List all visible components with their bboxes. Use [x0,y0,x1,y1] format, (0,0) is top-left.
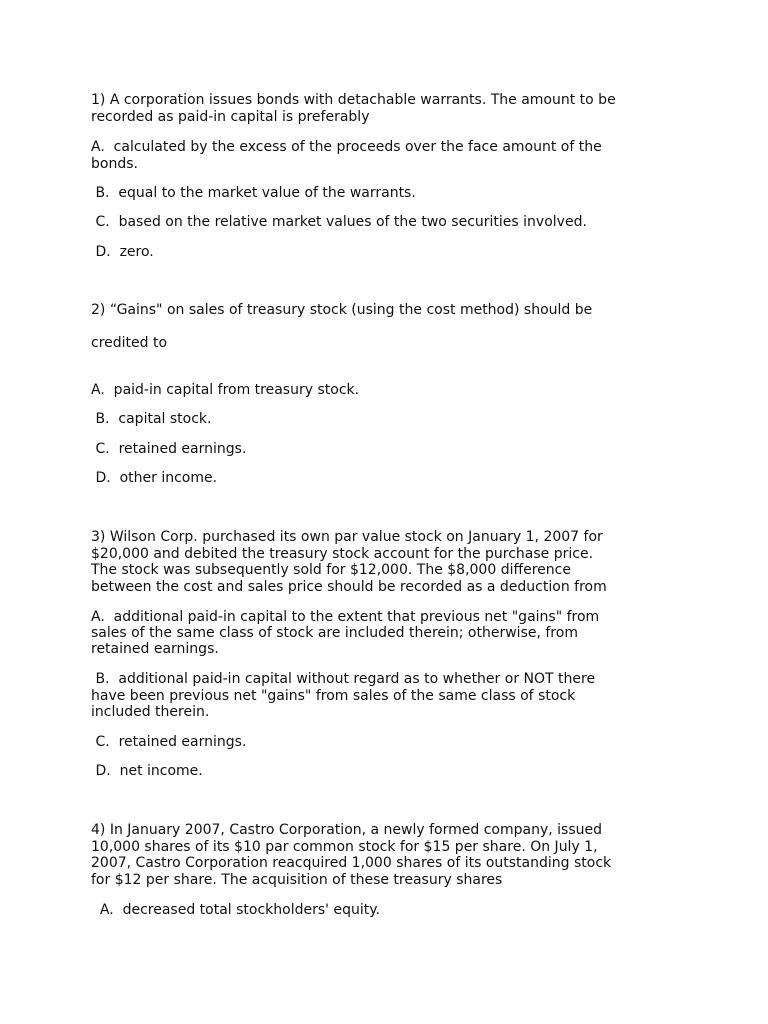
question-1-stem-line-2: recorded as paid-in capital is preferably [91,109,370,125]
question-1-option-c: C. based on the relative market values of the two securities involved. [91,214,587,230]
question-3-stem-line-2: $20,000 and debited the treasury stock account for the purchase price. [91,546,594,562]
question-3-stem-line-4: between the cost and sales price should be recorded as a deduction from [91,579,607,595]
question-3-option-a-line-1: A. additional paid-in capital to the extent that previous net "gains" from [91,609,600,625]
question-4-stem-line-1: 4) In January 2007, Castro Corporation, a newly formed company, issued [91,822,602,838]
question-4-stem-line-2: 10,000 shares of its $10 par common stock for $15 per share. On July 1, [91,839,598,855]
question-3-option-a-line-3: retained earnings. [91,641,219,657]
question-1-option-a-line-1: A. calculated by the excess of the proceeds over the face amount of the [91,139,602,155]
question-2-option-a: A. paid-in capital from treasury stock. [91,382,360,398]
question-3-stem-line-1: 3) Wilson Corp. purchased its own par value stock on January 1, 2007 for [91,529,603,545]
question-1-option-d: D. zero. [91,244,154,260]
question-4-option-a: A. decreased total stockholders' equity. [91,902,380,918]
question-3-option-b-line-3: included therein. [91,704,210,720]
question-1-option-a-line-2: bonds. [91,156,138,172]
question-1-stem-line-1: 1) A corporation issues bonds with detachable warrants. The amount to be [91,92,616,108]
question-3-option-b-line-2: have been previous net "gains" from sales of the same class of stock [91,688,576,704]
question-1-option-b: B. equal to the market value of the warrants. [91,185,416,201]
question-3-option-b-line-1: B. additional paid-in capital without regard as to whether or NOT there [91,671,596,687]
question-2-option-b: B. capital stock. [91,411,212,427]
question-2-option-c: C. retained earnings. [91,441,247,457]
question-3-option-c: C. retained earnings. [91,734,247,750]
question-3-option-d: D. net income. [91,763,203,779]
question-4-stem-line-3: 2007, Castro Corporation reacquired 1,000 shares of its outstanding stock [91,855,612,871]
question-2-stem-line-2: credited to [91,335,168,351]
question-3-option-a-line-2: sales of the same class of stock are included therein; otherwise, from [91,625,578,641]
question-2-option-d: D. other income. [91,470,218,486]
question-3-stem-line-3: The stock was subsequently sold for $12,000. The $8,000 difference [91,562,571,578]
question-4-stem-line-4: for $12 per share. The acquisition of these treasury shares [91,872,503,888]
question-2-stem-line-1: 2) “Gains" on sales of treasury stock (using the cost method) should be [91,302,593,318]
